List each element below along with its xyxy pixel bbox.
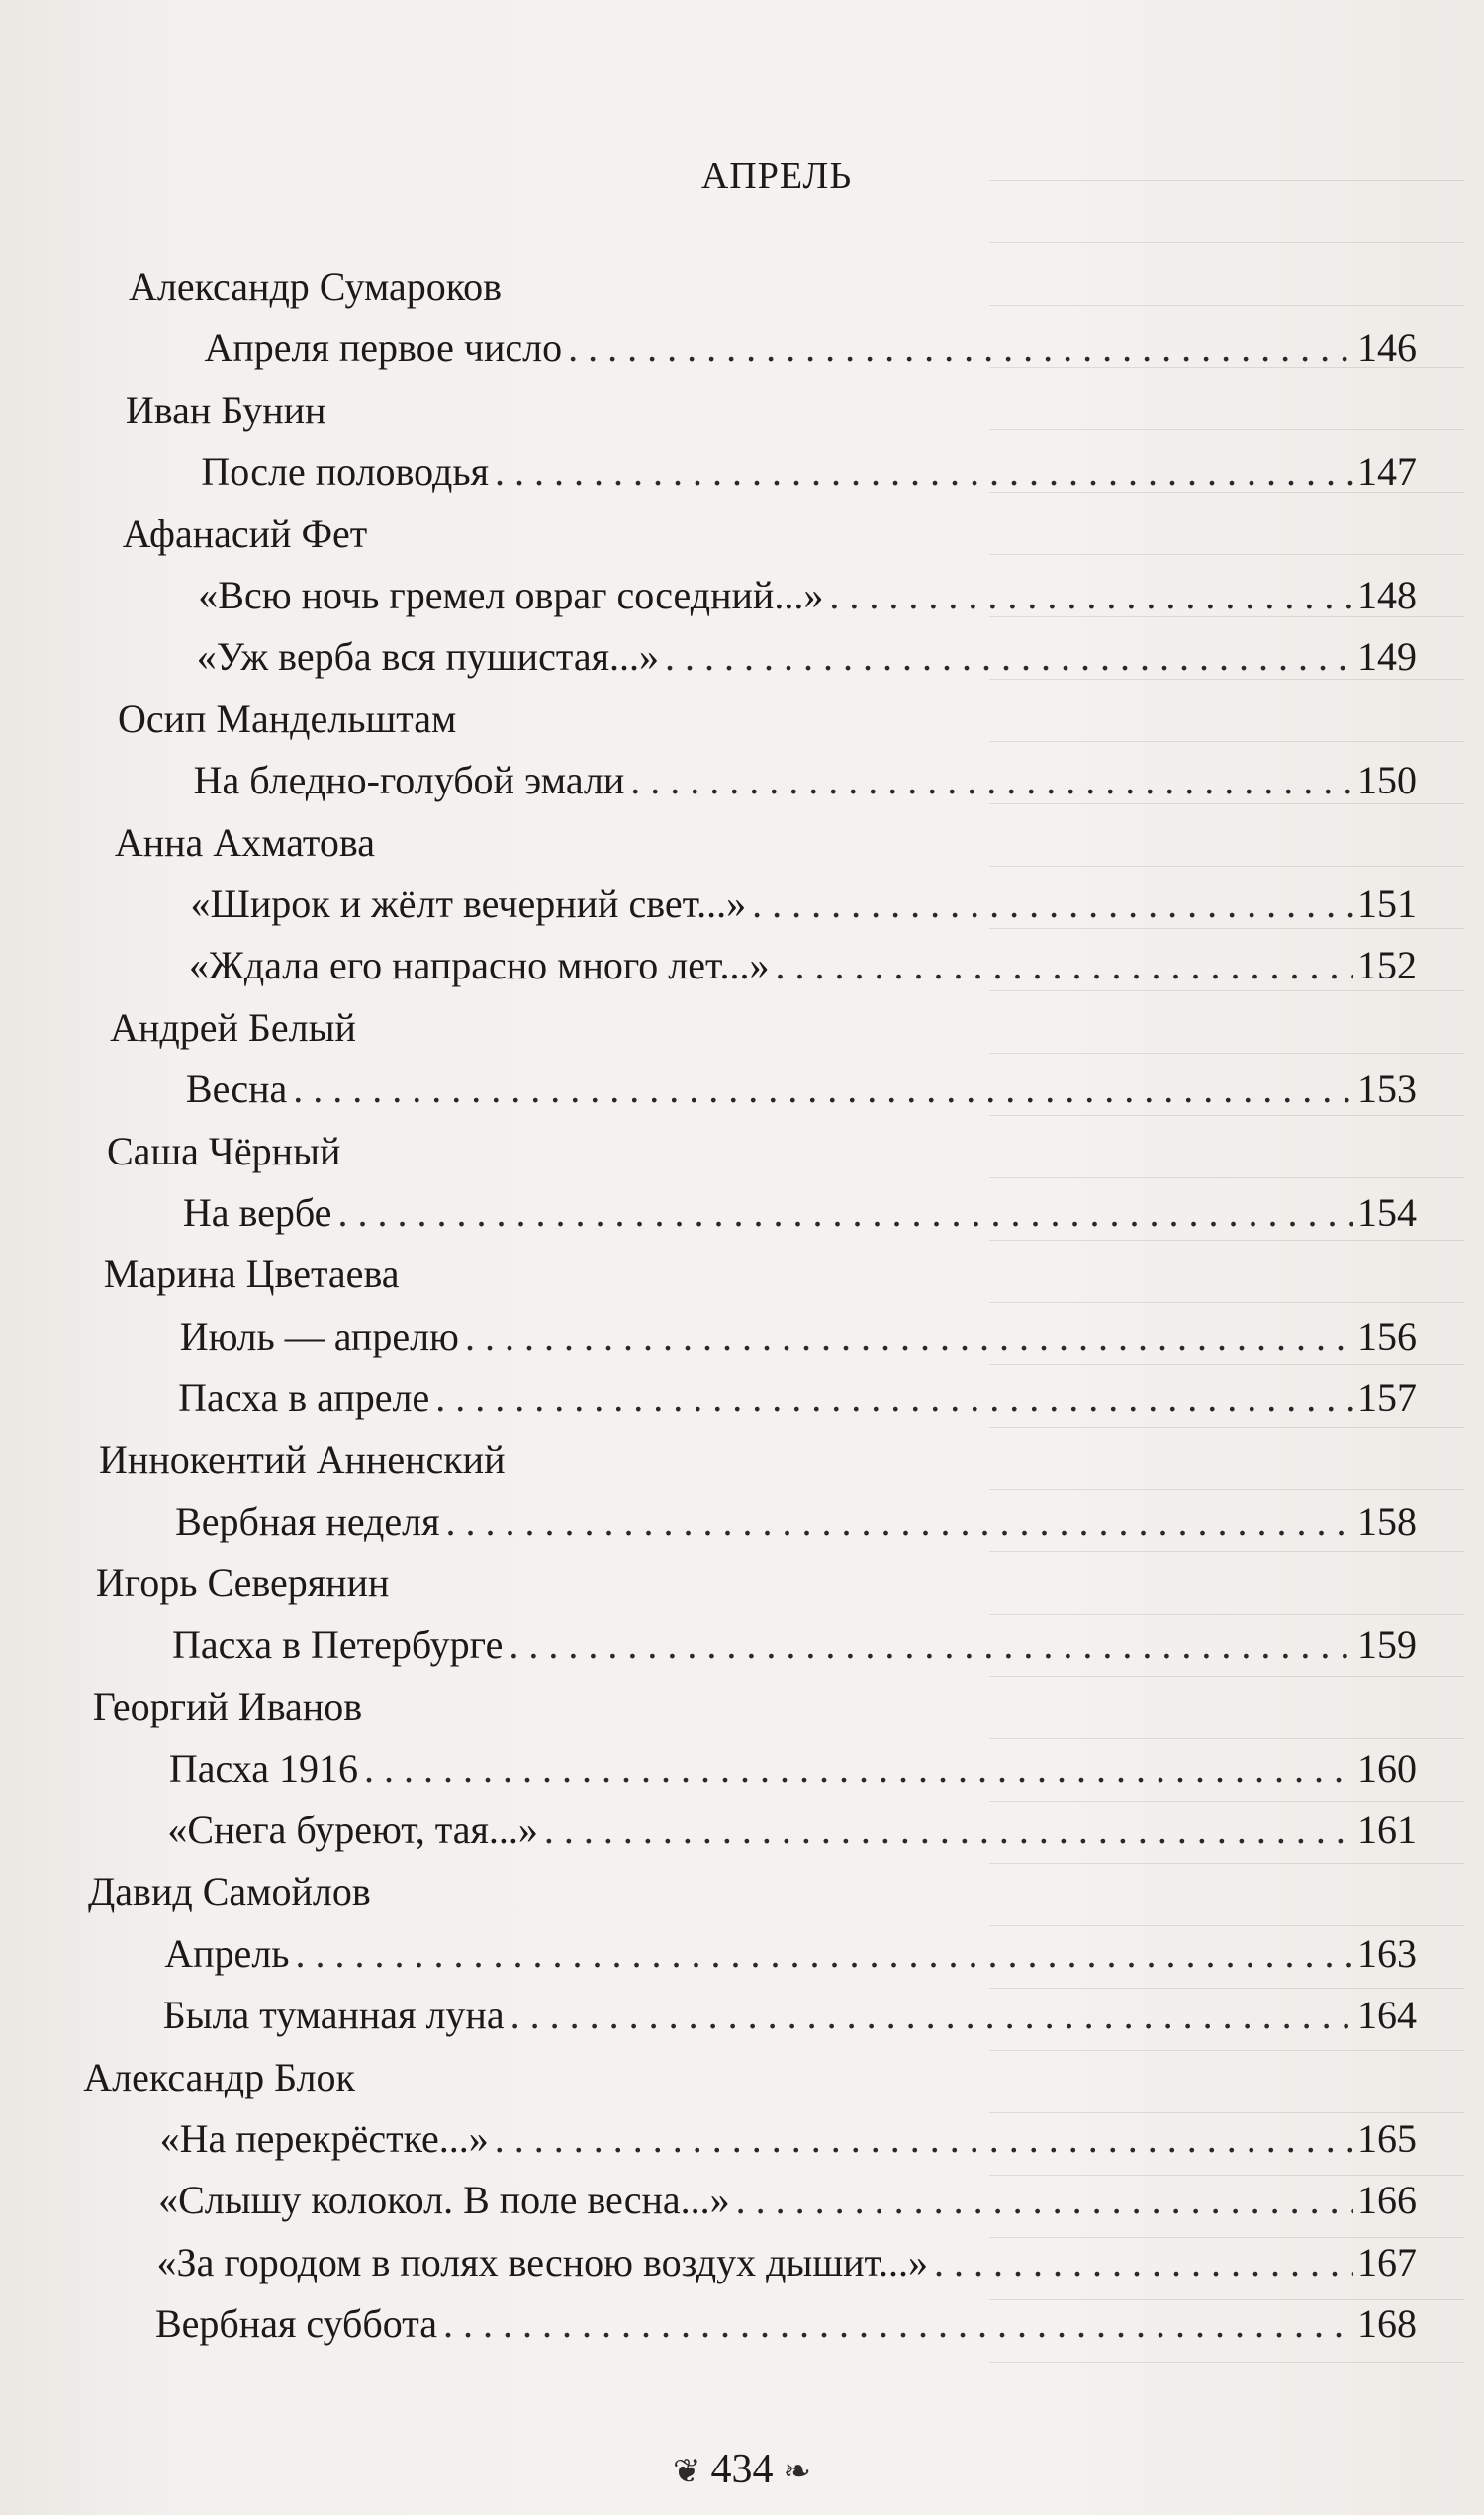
section-title: АПРЕЛЬ: [700, 155, 853, 197]
bleed-line: [989, 680, 1464, 742]
page-number-ref: 164: [1356, 1993, 1417, 2038]
bleed-line: [989, 1864, 1464, 1926]
author-name: Давид Самойлов: [88, 1869, 371, 1914]
toc-entry: [175, 1494, 1417, 1549]
poem-title: Весна: [185, 1067, 288, 1112]
page-number-ref: 157: [1356, 1375, 1417, 1421]
ornament-right-icon: ❧: [783, 2454, 811, 2490]
page-footer: [0, 2446, 1484, 2493]
poem-title: Апрель: [164, 1930, 290, 1976]
toc-entry: [191, 877, 1417, 932]
dot-leader: [293, 1062, 1353, 1117]
dot-leader: [509, 1618, 1353, 1673]
poem-title: «Широк и жёлт вечерний свет...»: [190, 882, 747, 926]
page-number-ref: 165: [1356, 2116, 1417, 2161]
page-number-ref: 167: [1356, 2239, 1417, 2284]
dot-leader: [364, 1741, 1353, 1797]
bleed-line: [989, 1428, 1464, 1490]
dot-leader: [829, 568, 1353, 623]
bleed-line: [989, 243, 1464, 306]
page-number-ref: 152: [1357, 943, 1417, 988]
page-number-ref: 163: [1356, 1930, 1417, 1976]
bleed-line: [989, 1241, 1464, 1303]
dot-leader: [736, 2173, 1353, 2228]
dot-leader: [435, 1370, 1353, 1426]
page-number-ref: 153: [1356, 1067, 1417, 1112]
bleed-line: [989, 2051, 1464, 2113]
poem-title: После половодья: [201, 449, 490, 495]
author-name: Иван Бунин: [125, 387, 326, 432]
dot-leader: [752, 877, 1353, 932]
dot-leader: [495, 2111, 1353, 2167]
toc-entry: [197, 629, 1417, 685]
page-number-ref: 149: [1356, 634, 1417, 680]
poem-title: Вербная неделя: [175, 1499, 440, 1543]
page-number-ref: 151: [1356, 882, 1417, 926]
page-number-ref: 146: [1356, 326, 1417, 371]
toc-entry: [160, 2111, 1417, 2167]
author-name: Саша Чёрный: [106, 1128, 341, 1173]
page-number-ref: 161: [1356, 1808, 1417, 1852]
poem-title: Была туманная луна: [162, 1993, 505, 2038]
page-number: 434: [710, 2447, 774, 2492]
author-name: Иннокентий Анненский: [99, 1437, 506, 1482]
toc-entry: [163, 1988, 1417, 2043]
poem-title: Вербная суббота: [155, 2301, 437, 2347]
dot-leader: [775, 938, 1353, 993]
author-name: Андрей Белый: [110, 1004, 356, 1050]
dot-leader: [934, 2235, 1353, 2290]
dot-leader: [510, 1988, 1353, 2043]
author-name: Анна Ахматова: [114, 819, 375, 865]
page-number-ref: 147: [1356, 449, 1417, 495]
toc-entry: [155, 2296, 1417, 2352]
author-name: Осип Мандельштам: [117, 696, 457, 741]
dot-leader: [495, 444, 1353, 500]
dot-leader: [665, 629, 1353, 685]
page-number-ref: 148: [1356, 573, 1417, 617]
dot-leader: [630, 753, 1353, 808]
dot-leader: [296, 1926, 1353, 1982]
poem-title: «За городом в полях весною воздух дышит...»: [156, 2239, 929, 2284]
dot-leader: [446, 1494, 1353, 1549]
poem-title: Пасха в апреле: [178, 1375, 430, 1421]
bleed-line: [989, 1677, 1464, 1739]
poem-title: «Ждала его напрасно много лет...»: [189, 943, 770, 988]
poem-title: «Снега буреют, тая...»: [167, 1808, 538, 1852]
toc-entry: [158, 2173, 1417, 2228]
author-name: Афанасий Фет: [122, 511, 368, 556]
toc-entry: [204, 321, 1417, 376]
author-name: Георгий Иванов: [92, 1684, 363, 1729]
toc-entry: [198, 568, 1417, 623]
toc-entry: [189, 938, 1417, 993]
dot-leader: [465, 1309, 1353, 1364]
bleed-line: [989, 368, 1464, 430]
page-number-ref: 158: [1356, 1499, 1417, 1543]
page-number-ref: 159: [1357, 1622, 1417, 1667]
toc-entry: [172, 1618, 1417, 1673]
page-number-ref: 156: [1356, 1313, 1417, 1358]
page-number-ref: 150: [1356, 758, 1417, 803]
dot-leader: [443, 2296, 1353, 2352]
toc-entry: [157, 2235, 1417, 2290]
bleed-line: [989, 991, 1464, 1054]
poem-title: «Слышу колокол. В поле весна...»: [158, 2178, 730, 2223]
poem-title: «На перекрёстке...»: [159, 2116, 489, 2161]
poem-title: На вербе: [182, 1190, 332, 1235]
toc-entry: [183, 1185, 1417, 1241]
page-number-ref: 168: [1357, 2301, 1417, 2347]
toc-entry: [186, 1062, 1417, 1117]
toc-entry: [201, 444, 1417, 500]
bleed-line: [989, 493, 1464, 555]
poem-title: Пасха 1916: [168, 1745, 358, 1791]
poem-title: «Всю ночь гремел овраг соседний...»: [198, 573, 824, 617]
dot-leader: [337, 1185, 1353, 1241]
poem-title: Пасха в Петербурге: [172, 1622, 504, 1667]
bleed-line: [989, 1552, 1464, 1615]
author-name: Александр Блок: [83, 2054, 355, 2099]
author-name: Игорь Северянин: [95, 1560, 390, 1606]
toc-entry: [178, 1370, 1417, 1426]
page-number-ref: 166: [1356, 2178, 1417, 2223]
bleed-line: [989, 1116, 1464, 1178]
toc-entry: [164, 1926, 1417, 1982]
poem-title: Июль — апрелю: [179, 1313, 459, 1358]
ornament-left-icon: ❦: [673, 2454, 701, 2490]
dot-leader: [568, 321, 1353, 376]
author-name: Александр Сумароков: [129, 264, 503, 309]
toc-entry: [194, 753, 1417, 808]
page-number-ref: 160: [1356, 1745, 1417, 1791]
poem-title: «Уж верба вся пушистая...»: [196, 634, 659, 680]
bleed-line: [989, 804, 1464, 867]
poem-title: Апреля первое число: [204, 326, 563, 371]
dot-leader: [544, 1803, 1353, 1858]
poem-title: На бледно-голубой эмали: [193, 758, 625, 803]
toc-entry: [169, 1741, 1417, 1797]
toc-entry: [180, 1309, 1417, 1364]
author-name: Марина Цветаева: [103, 1252, 400, 1297]
toc-entry: [167, 1803, 1417, 1858]
page-number-ref: 154: [1356, 1190, 1417, 1235]
